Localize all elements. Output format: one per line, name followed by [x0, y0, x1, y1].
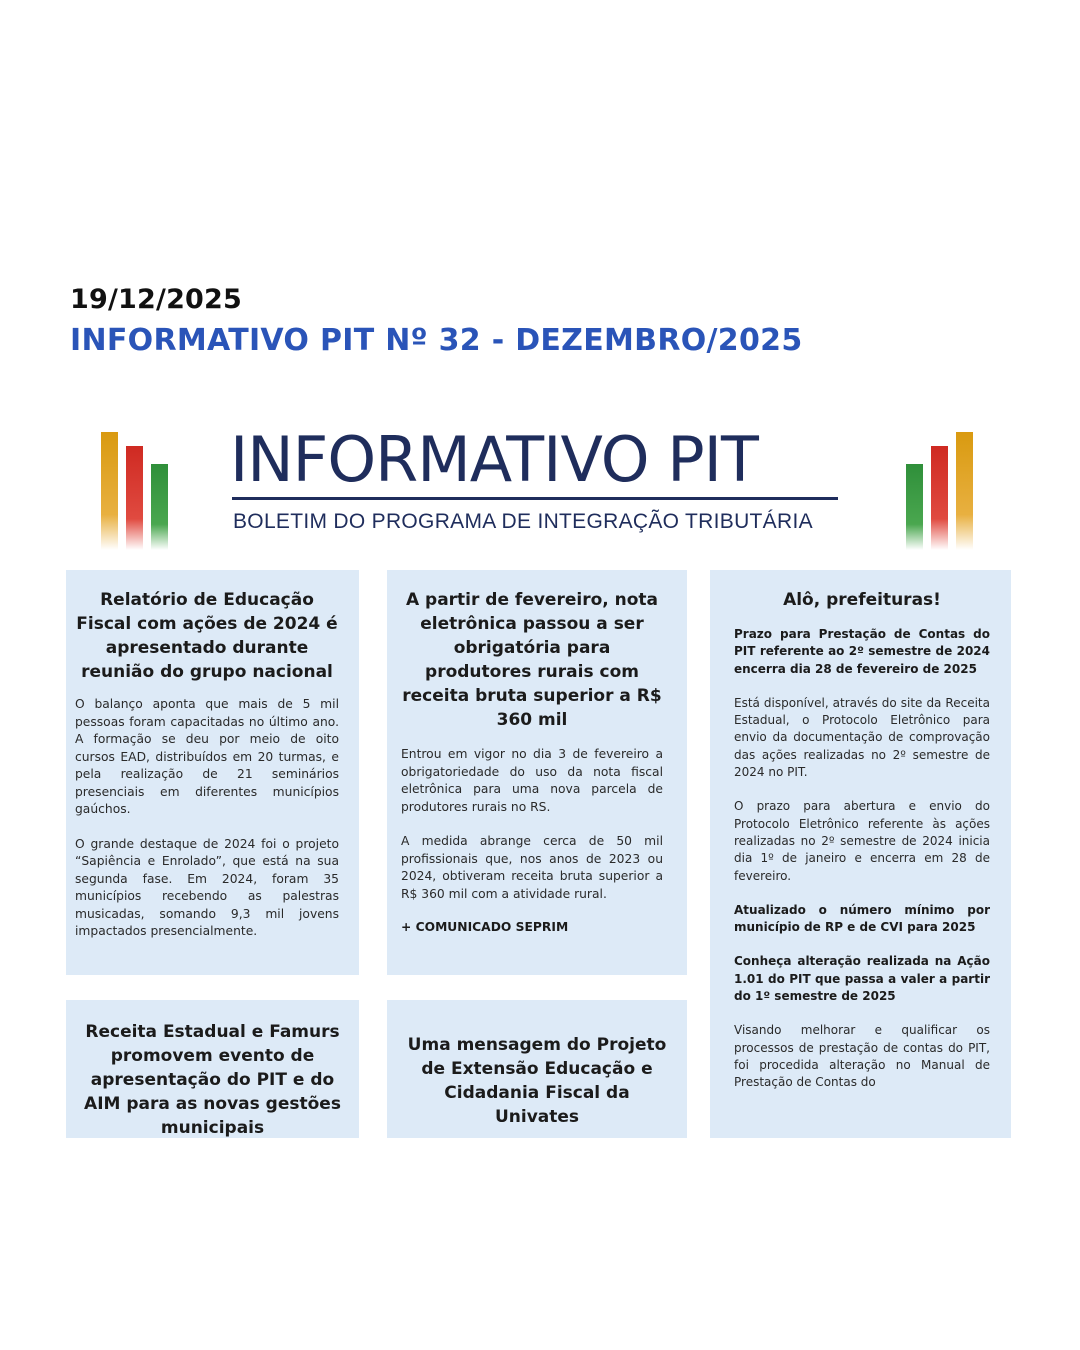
news-card-famurs-event[interactable] — [66, 1000, 359, 1138]
masthead-divider — [232, 497, 838, 500]
bar-green — [151, 464, 168, 550]
masthead-subtitle: BOLETIM DO PROGRAMA DE INTEGRAÇÃO TRIBUTÁRIA — [233, 510, 813, 533]
masthead-title: INFORMATIVO PIT — [230, 423, 758, 496]
newsletter-masthead — [230, 425, 840, 534]
card-paragraph: O balanço aponta que mais de 5 mil pessoas foram capacitadas no último ano. A formação se deu por meio de oito cursos EAD, distribuídos em 20 turmas, e pela realização de 21 seminários presenciais em diferentes municípios gaúchos. — [75, 697, 339, 816]
card-paragraph: Visando melhorar e qualificar os processos de prestação de contas do PIT, foi procedida alteração no Manual de Prestação de Contas do — [734, 1023, 990, 1090]
card-headline: Relatório de Educação Fiscal com ações de 2024 é apresentado durante reunião do grupo nacional — [76, 590, 338, 682]
card-paragraph: Entrou em vigor no dia 3 de fevereiro a obrigatoriedade do uso da nota fiscal eletrônica para uma nova parcela de produtores rurais no RS. — [401, 747, 663, 814]
card-headline: Alô, prefeituras! — [783, 590, 941, 610]
bar-red — [931, 446, 948, 550]
card-headline: Receita Estadual e Famurs promovem evento de apresentação do PIT e do AIM para as novas gestões municipais — [84, 1022, 341, 1138]
card-paragraph: A medida abrange cerca de 50 mil profissionais que, nos anos de 2023 ou 2024, obtiveram receita bruta superior a R$ 360 mil com a atividade rural. — [401, 834, 663, 901]
news-card-electronic-invoice[interactable] — [387, 570, 687, 975]
bar-orange — [956, 432, 973, 550]
bar-orange — [101, 432, 118, 550]
card-headline: Uma mensagem do Projeto de Extensão Educação e Cidadania Fiscal da Univates — [407, 1035, 667, 1127]
post-title: INFORMATIVO PIT Nº 32 - DEZEMBRO/2025 — [70, 323, 803, 358]
card-headline: A partir de fevereiro, nota eletrônica passou a ser obrigatória para produtores rurais com receita bruta superior a R$ 360 mil — [402, 590, 662, 730]
bar-red — [126, 446, 143, 550]
post-date: 19/12/2025 — [70, 284, 243, 315]
news-card-prefeituras[interactable] — [710, 570, 1011, 1138]
bars-logo-right — [906, 432, 973, 550]
news-card-education-report[interactable] — [66, 570, 359, 975]
card-paragraph: Está disponível, através do site da Receita Estadual, o Protocolo Eletrônico para envio da documentação de comprovação das ações realizadas no 2º semestre de 2024 no PIT. — [734, 695, 990, 780]
card-subheading: Prazo para Prestação de Contas do PIT referente ao 2º semestre de 2024 encerra dia 28 de fevereiro de 2025 — [734, 627, 990, 676]
card-subheading: Conheça alteração realizada na Ação 1.01 do PIT que passa a valer a partir do 1º semestre de 2025 — [734, 954, 990, 1004]
comunicado-link[interactable]: + COMUNICADO SEPRIM — [401, 920, 569, 934]
card-paragraph: O prazo para abertura e envio do Protocolo Eletrônico referente às ações realizadas no 2º semestre de 2024 inicia dia 1º de janeiro e encerra em 28 de fevereiro. — [734, 799, 990, 883]
card-subheading: Atualizado o número mínimo por município de RP e de CVI para 2025 — [734, 902, 990, 935]
news-card-univates[interactable] — [387, 1000, 687, 1138]
card-paragraph: O grande destaque de 2024 foi o projeto “Sapiência e Enrolado”, que está na sua segunda fase. Em 2024, foram 35 municípios recebendo as palestras musicadas, somando 9,3 mil jovens impactados presencialmente. — [75, 836, 339, 938]
bars-logo-left — [101, 432, 168, 550]
bar-green — [906, 464, 923, 550]
